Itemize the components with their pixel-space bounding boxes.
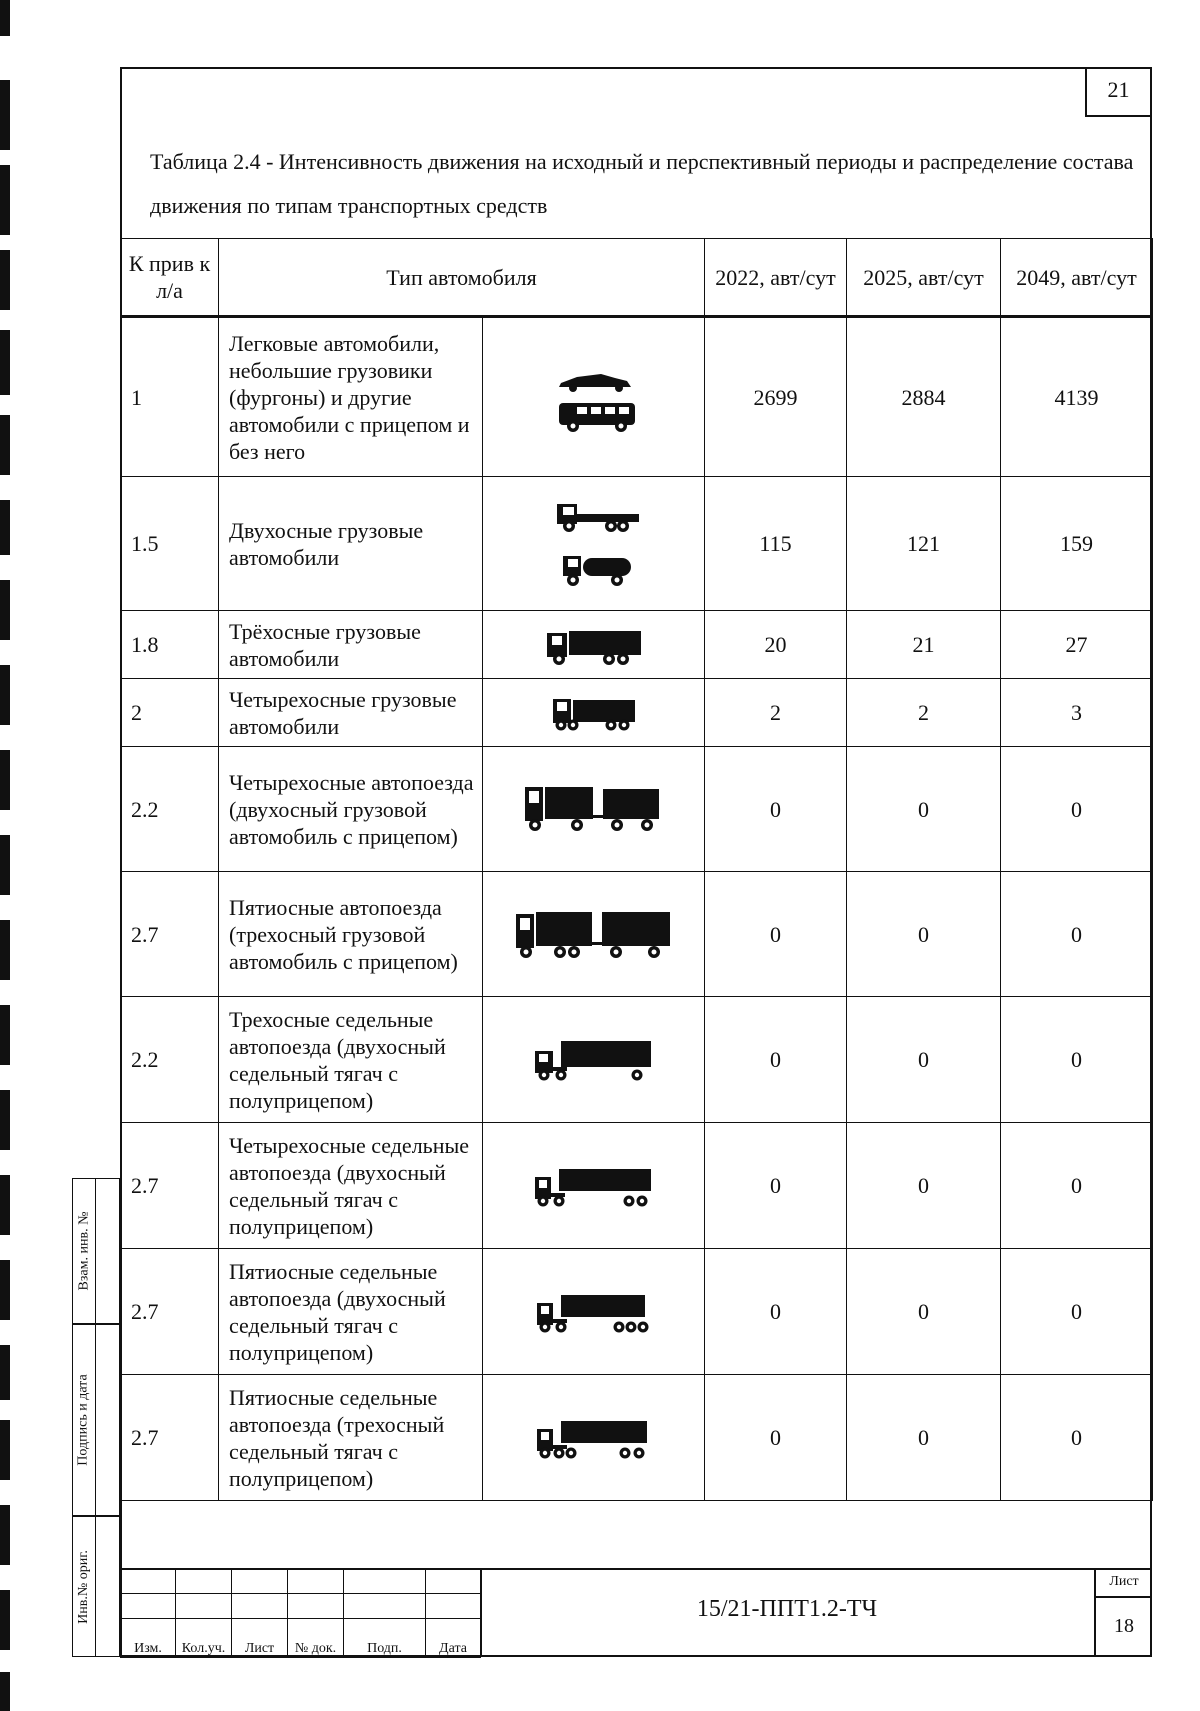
row-k: 2.7 [121,1375,219,1501]
binder-mark [0,80,10,150]
row-2049: 0 [1001,1123,1153,1249]
stamp-label-list: Лист [232,1619,288,1658]
row-2049: 0 [1001,872,1153,997]
row-vehicle-type: Трёхосные грузовые автомобили [219,611,483,679]
stamp-label-doc: № док. [288,1619,344,1658]
sheet-box [1094,1568,1152,1657]
row-k: 1.8 [121,611,219,679]
row-2049: 0 [1001,997,1153,1123]
row-vehicle-type: Трехосные седельные автопоезда (двухосный седельный тягач с полуприцепом) [219,997,483,1123]
row-2022: 0 [705,1375,847,1501]
row-k: 2.2 [121,997,219,1123]
binder-mark [0,500,10,555]
row-2022: 0 [705,997,847,1123]
row-2022: 2 [705,679,847,747]
header-2022: 2022, авт/сут [705,239,847,317]
table-row [121,1249,1153,1375]
binder-mark [0,1005,10,1065]
row-k: 1 [121,317,219,477]
row-2022: 115 [705,477,847,611]
stamp-grid [120,1568,481,1658]
header-2049: 2049, авт/сут [1001,239,1153,317]
row-2022: 0 [705,1249,847,1375]
row-2049: 0 [1001,747,1153,872]
binder-mark [0,1260,10,1320]
binder-mark [0,1090,10,1150]
binder-mark [0,1505,10,1565]
row-2022: 20 [705,611,847,679]
table-row [121,317,1153,477]
side-label-inv: Инв.№ ориг. [76,1549,92,1624]
binder-mark [0,330,10,395]
binder-mark [0,1175,10,1235]
sheet-label: Лист [1096,1568,1152,1598]
side-stamp [72,1178,120,1657]
binder-mark [0,1420,10,1480]
semi-trailer-truck-icon [529,1413,659,1463]
traffic-table [120,238,1153,1501]
row-2022: 2699 [705,317,847,477]
sheet-number: 18 [1114,1615,1134,1637]
semi-trailer-truck-icon [529,1161,659,1211]
row-2049: 3 [1001,679,1153,747]
table-header-row [121,239,1153,317]
header-2025: 2025, авт/сут [847,239,1001,317]
row-vehicle-type: Пятиосные седельные автопоезда (трехосный седельный тягач с полуприцепом) [219,1375,483,1501]
row-2025: 0 [847,1123,1001,1249]
side-label-podpis: Подпись и дата [76,1374,92,1466]
row-vehicle-type: Четырехосные автопоезда (двухосный грузовой автомобиль с прицепом) [219,747,483,872]
row-2025: 0 [847,747,1001,872]
row-vehicle-type: Пятиосные седельные автопоезда (двухосный седельный тягач с полуприцепом) [219,1249,483,1375]
binder-mark [0,1672,10,1711]
table-row [121,679,1153,747]
table-row [121,1123,1153,1249]
row-vehicle-type: Пятиосные автопоезда (трехосный грузовой автомобиль с прицепом) [219,872,483,997]
row-2049: 4139 [1001,317,1153,477]
stamp-label-kol: Кол.уч. [176,1619,232,1658]
three-axle-truck-with-trailer-icon [512,904,676,964]
row-2049: 0 [1001,1249,1153,1375]
row-k: 2.7 [121,1123,219,1249]
side-label-vzam: Взам. инв. № [76,1211,91,1291]
row-2022: 0 [705,1123,847,1249]
stamp-label-data: Дата [426,1619,481,1658]
row-2025: 0 [847,1375,1001,1501]
binder-mark [0,580,10,640]
row-vehicle-type: Легковые автомобили, небольшие грузовики (фургоны) и другие автомобили с прицепом и без него [219,317,483,477]
row-2025: 121 [847,477,1001,611]
row-k: 2 [121,679,219,747]
row-2049: 0 [1001,1375,1153,1501]
stamp-label-podp: Подп. [344,1619,426,1658]
table-row [121,997,1153,1123]
binder-mark [0,165,10,235]
binder-mark [0,750,10,810]
header-type: Тип автомобиля [219,239,705,317]
row-2025: 21 [847,611,1001,679]
table-row [121,747,1153,872]
binder-mark [0,250,10,310]
row-k: 2.2 [121,747,219,872]
row-2025: 0 [847,997,1001,1123]
document-code: 15/21-ППТ1.2-ТЧ [696,1596,878,1622]
car-and-van-icon [539,357,649,437]
row-k: 1.5 [121,477,219,611]
binder-mark [0,1590,10,1650]
row-2049: 27 [1001,611,1153,679]
binder-mark [0,665,10,725]
row-2025: 2884 [847,317,1001,477]
row-2022: 0 [705,747,847,872]
row-k: 2.7 [121,872,219,997]
three-axle-truck-icon [539,623,649,667]
row-2049: 159 [1001,477,1153,611]
row-2025: 0 [847,872,1001,997]
row-2022: 0 [705,872,847,997]
semi-trailer-truck-icon [529,1287,659,1337]
binder-mark [0,835,10,895]
two-axle-truck-icon [539,494,649,594]
semi-trailer-truck-icon [529,1035,659,1085]
page-number: 21 [1085,67,1152,117]
table-row [121,872,1153,997]
binder-mark [0,1345,10,1400]
table-caption: Таблица 2.4 - Интенсивность движения на исходный и перспективный периоды и распределение состава движения по типам транспортных средств [150,149,1134,218]
table-row [121,611,1153,679]
stamp-label-izm: Изм. [121,1619,176,1658]
row-2025: 2 [847,679,1001,747]
row-2025: 0 [847,1249,1001,1375]
row-vehicle-type: Двухосные грузовые автомобили [219,477,483,611]
four-axle-truck-icon [539,691,649,735]
table-row [121,1375,1153,1501]
binder-mark [0,415,10,475]
row-vehicle-type: Четырехосные грузовые автомобили [219,679,483,747]
truck-with-trailer-icon [519,779,669,839]
table-row [121,477,1153,611]
binder-mark [0,920,10,980]
row-vehicle-type: Четырехосные седельные автопоезда (двухосный седельный тягач с полуприцепом) [219,1123,483,1249]
header-k: К прив к л/а [121,239,219,317]
stamp-title [480,1568,1152,1657]
binder-mark [0,0,10,36]
row-k: 2.7 [121,1249,219,1375]
